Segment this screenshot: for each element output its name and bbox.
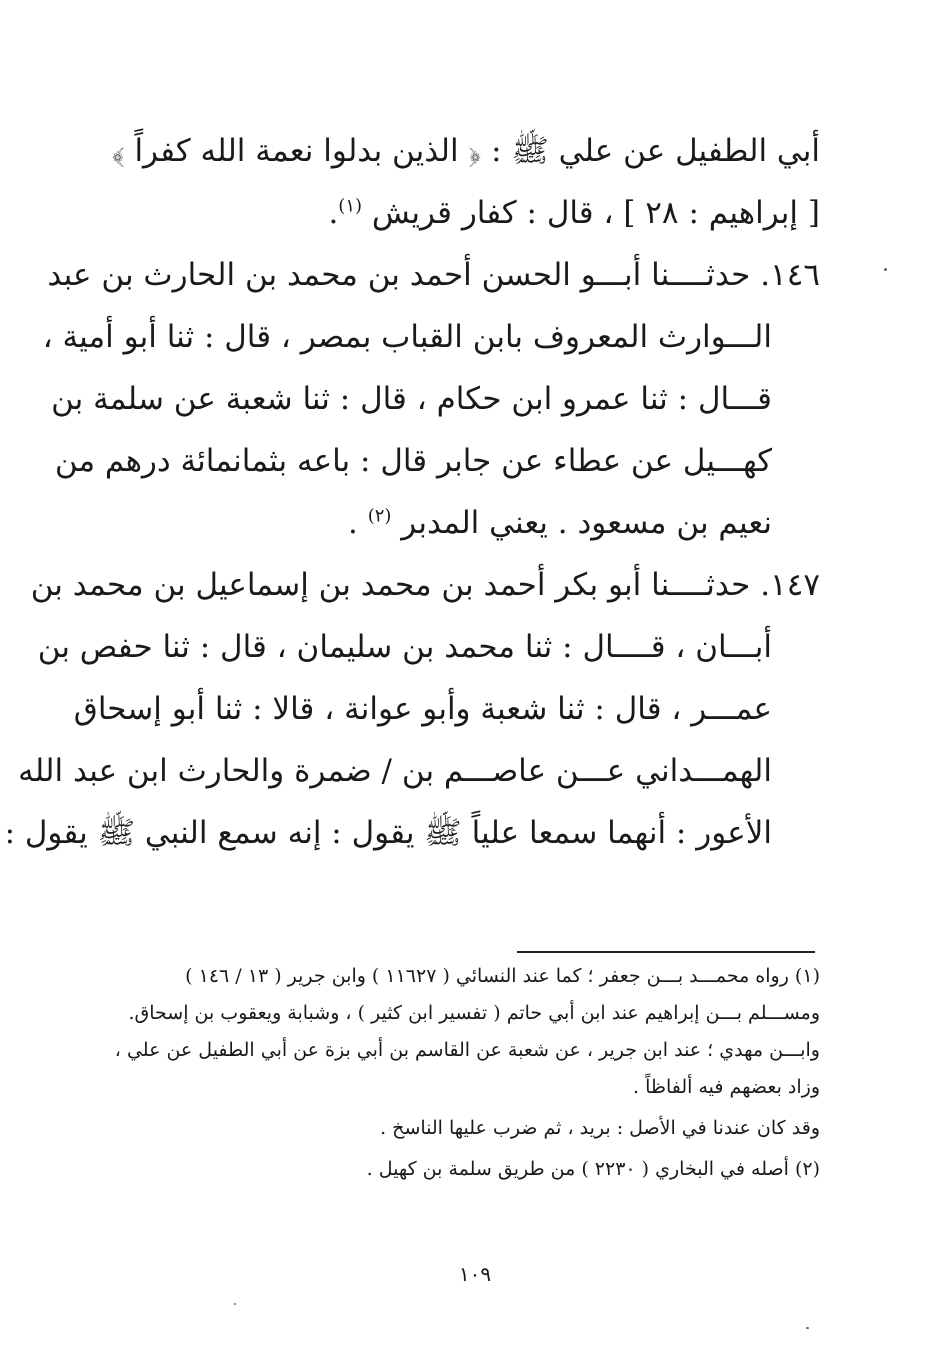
hadith-147 <box>4 554 820 864</box>
footnote-2-line: (٢) أصله في البخاري ( ٢٢٣٠ ) من طريق سلمة بن كهيل . <box>366 1158 820 1180</box>
footnote-ref-2[interactable]: (٢) <box>367 505 392 527</box>
footnote-1-line-1: (١) رواه محمـــد بـــن جعفر ؛ كما عند النسائي ( ١١٦٢٧ ) وابن جرير ( ١٣ / ١٤٦ ) <box>185 965 820 987</box>
scan-speck <box>884 268 887 271</box>
footnotes <box>114 958 820 1188</box>
hadith-146-line-1 <box>47 244 820 306</box>
footnote-divider <box>517 951 815 953</box>
footnote-1-line-4: وزاد بعضهم فيه ألفاظاً . <box>632 1076 820 1098</box>
footnote-note-line: وقد كان عندنا في الأصل : بريد ، ثم ضرب عليها الناسخ . <box>380 1117 820 1139</box>
hadith-147-line-5: الأعور : أنهما سمعا علياً ﷺ يقول : إنه سمع النبي ﷺ يقول : <box>4 815 772 851</box>
intro-paragraph <box>111 120 820 244</box>
footnote-note <box>160 1110 820 1147</box>
scan-speck <box>806 1327 809 1329</box>
hadith-146-text-1: حدثــــنا أبـــو الحسن أحمد بن محمد بن الحارث بن عبد <box>47 257 751 293</box>
hadith-146-line-2: الـــوارث المعروف بابن القباب بمصر ، قال : ثنا أبو أمية ، <box>42 319 772 355</box>
hadith-147-line-4: الهمـــداني عـــن عاصـــم بن / ضمرة والحارث ابن عبد الله <box>18 753 772 789</box>
hadith-146-line-5 <box>150 492 820 554</box>
hadith-147-line-2: أبـــان ، قــــال : ثنا محمد بن سليمان ، قال : ثنا حفص بن <box>37 629 772 665</box>
intro-line-2-text: [ إبراهيم : ٢٨ ] ، قال : كفار قريش <box>371 195 820 231</box>
main-text <box>4 120 820 864</box>
footnote-2 <box>160 1151 820 1188</box>
hadith-146-end: . <box>347 505 358 541</box>
intro-end: . <box>328 195 339 231</box>
footnote-1 <box>114 958 820 1106</box>
hadith-146 <box>42 244 820 554</box>
intro-line-1: أبي الطفيل عن علي ﷺ : ﴿ الذين بدلوا نعمة الله كفراً ﴾ <box>111 133 820 169</box>
hadith-146-line-4: كهـــيل عن عطاء عن جابر قال : باعه بثمانمائة درهم من <box>54 443 772 479</box>
hadith-147-text-1: حدثــــنا أبو بكر أحمد بن محمد بن إسماعيل بن محمد بن <box>30 567 751 603</box>
hadith-147-line-3: عمـــر ، قال : ثنا شعبة وأبو عوانة ، قالا : ثنا أبو إسحاق <box>73 691 772 727</box>
footnote-1-line-3: وابـــن مهدي ؛ عند ابن جرير ، عن شعبة عن القاسم بن أبي بزة عن أبي الطفيل عن علي ، <box>114 1039 820 1061</box>
hadith-146-line-3: قـــال : ثنا عمرو ابن حكام ، قال : ثنا شعبة عن سلمة بن <box>51 381 772 417</box>
footnote-ref-1[interactable]: (١) <box>338 195 363 217</box>
hadith-147-line-1 <box>30 554 820 616</box>
hadith-146-text-5: نعيم بن مسعود . يعني المدبر <box>401 505 772 541</box>
hadith-number: ١٤٦. <box>760 257 820 293</box>
scan-speck <box>234 1303 236 1305</box>
footnote-1-line-2: ومســـلم بـــن إبراهيم عند ابن أبي حاتم ( تفسير ابن كثير ) ، وشبابة ويعقوب بن إسحاق. <box>128 1002 820 1024</box>
page-number: ١٠٩ <box>458 1262 492 1286</box>
hadith-number: ١٤٧. <box>760 567 820 603</box>
intro-line-2 <box>150 182 820 244</box>
